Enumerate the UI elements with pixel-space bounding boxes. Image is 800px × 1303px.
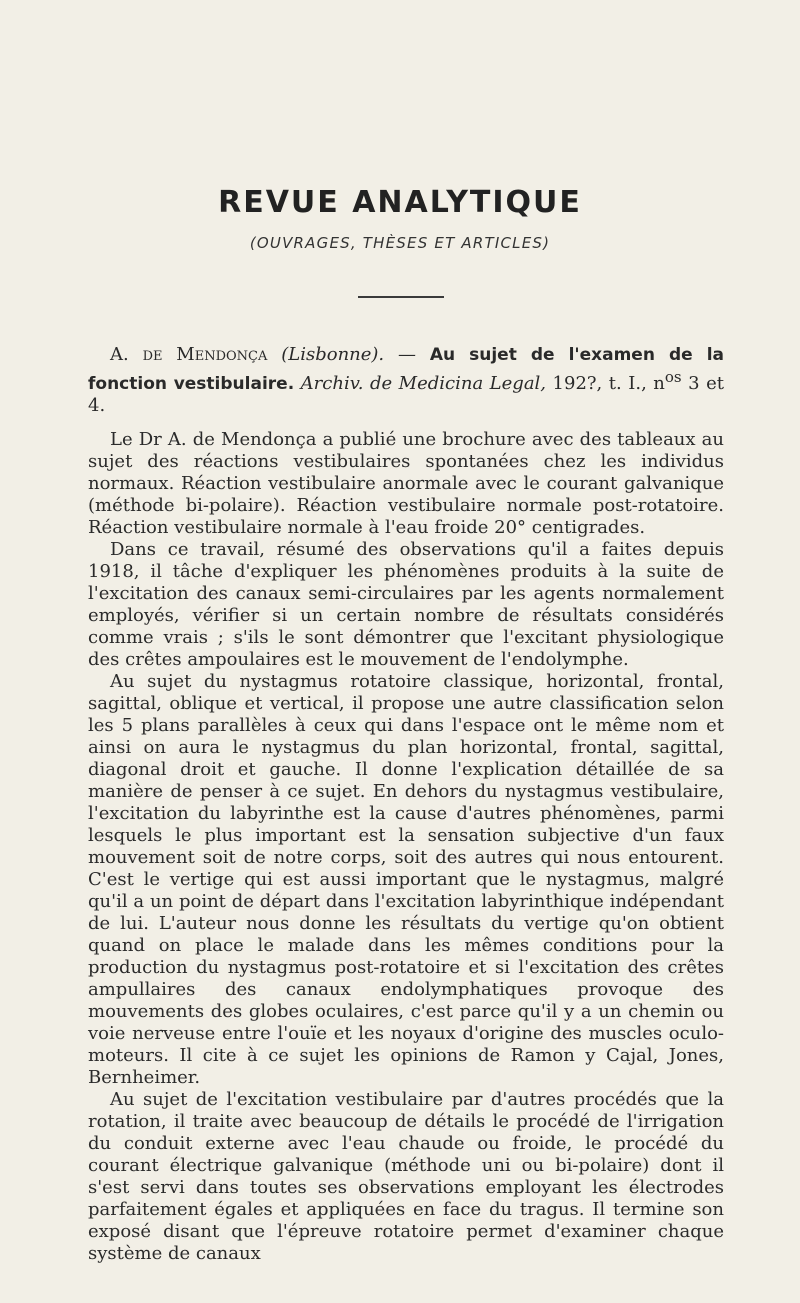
article-title: Au sujet de l'examen de la fonction vestibulaire. xyxy=(88,345,724,394)
page-subtitle: (OUVRAGES, THÈSES ET ARTICLES) xyxy=(249,234,551,252)
divider-rule xyxy=(358,296,444,298)
article-body xyxy=(88,344,724,1265)
page-title: REVUE ANALYTIQUE xyxy=(218,185,582,220)
citation-nos-superscript: os xyxy=(664,368,682,386)
header xyxy=(0,185,800,252)
journal-name: Archiv. de Medicina Legal, xyxy=(294,373,547,394)
author-initial: A. xyxy=(110,344,143,365)
paragraph-2: Dans ce travail, résumé des observations qu'il a faites depuis 1918, il tâche d'expliquer les phénomènes produits à la suite de l'excitation des canaux semi-circulaires par les agents normalement employés, vérifier si un certain nombre de résultats considérés comme vrais ; s'ils le sont démontrer que l'excitant physiologique des crêtes ampoulaires est le mouvement de l'endolymphe. xyxy=(88,539,724,670)
citation-numbers: 3 et 4. xyxy=(88,373,724,416)
paragraph-3: Au sujet du nystagmus rotatoire classique, horizontal, frontal, sagittal, oblique et vertical, il propose une autre classification selon les 5 plans parallèles à ceux qui dans l'espace ont le même nom et ainsi on aura le nystagmus du plan horizontal, frontal, sagittal, diagonal droit et gauche. Il donne l'explication détaillée de sa manière de penser à ce sujet. En dehors du nystagmus vestibulaire, l'excitation du labyrinthe est la cause d'autres phénomènes, parmi lesquels le plus important est la sensation subjective d'un faux mouvement soit de notre corps, soit des autres qui nous entourent. C'est le vertige qui est aussi important que le nystagmus, malgré qu'il a un point de départ dans l'excitation labyrinthique indépendant de lui. L'auteur nous donne les résultats du vertige qu'on obtient quand on place le malade dans les mêmes conditions pour la production du nystagmus post-rotatoire et si l'excitation des crêtes ampullaires des canaux endolymphatiques provoque des mouvements des globes oculaires, c'est parce qu'il y a un chemin ou voie nerveuse entre l'ouïe et les noyaux d'origine des muscles oculo-moteurs. Il cite à ce sujet les opinions de Ramon y Cajal, Jones, Bernheimer. xyxy=(88,671,724,1088)
author-place: (Lisbonne). — xyxy=(267,344,430,365)
paragraph-1: Le Dr A. de Mendonça a publié une brochure avec des tableaux au sujet des réactions vestibulaires spontanées chez les individus normaux. Réaction vestibulaire anormale avec le courant galvanique (méthode bi-polaire). Réaction vestibulaire normale post-rotatoire. Réaction vestibulaire normale à l'eau froide 20° centigrades. xyxy=(88,429,724,538)
paragraph-4: Au sujet de l'excitation vestibulaire par d'autres procédés que la rotation, il traite avec beaucoup de détails le procédé de l'irrigation du conduit externe avec l'eau chaude ou froide, le procédé du courant électrique galvanique (méthode uni ou bi-polaire) dont il s'est servi dans toutes ses observations employant les électrodes parfaitement égales et appliquées en face du tragus. Il termine son exposé disant que l'épreuve rotatoire permet d'examiner chaque système de canaux xyxy=(88,1089,724,1264)
author-name: de Mendonça xyxy=(142,344,268,365)
citation xyxy=(88,344,724,417)
citation-details: 192?, t. I., n xyxy=(546,373,665,394)
